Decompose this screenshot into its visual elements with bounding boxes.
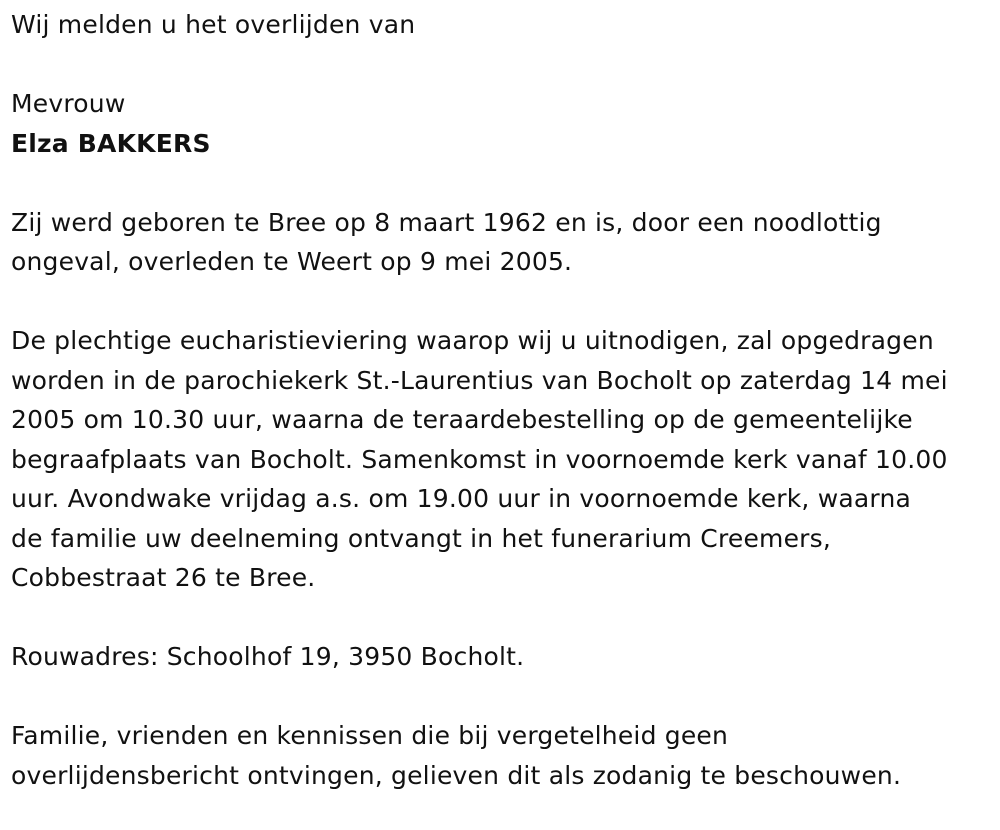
paragraph-line: overlijdensbericht ontvingen, gelieven dit als zodanig te beschouwen. (11, 760, 902, 790)
closing-paragraph (11, 716, 990, 795)
paragraph-line: Familie, vrienden en kennissen die bij vergetelheid geen (11, 721, 729, 750)
intro-text: Wij melden u het overlijden van (11, 10, 416, 39)
paragraph-line: 2005 om 10.30 uur, waarna de teraardebestelling op de gemeentelijke (11, 405, 913, 434)
salutation-title: Mevrouw (11, 89, 126, 118)
mourning-address: Rouwadres: Schoolhof 19, 3950 Bocholt. (11, 642, 525, 671)
paragraph-line: de familie uw deelneming ontvangt in het funerarium Creemers, (11, 523, 832, 553)
paragraph-line: Zij werd geboren te Bree op 8 maart 1962 en is, door een noodlottig (11, 207, 882, 237)
paragraph-line: uur. Avondwake vrijdag a.s. om 19.00 uur in voornoemde kerk, waarna (11, 484, 912, 513)
spacer (11, 45, 990, 85)
paragraph-line: Cobbestraat 26 te Bree. (11, 563, 316, 592)
spacer (11, 163, 990, 203)
ceremony-paragraph (11, 321, 990, 598)
paragraph-line: De plechtige eucharistieviering waarop wij u uitnodigen, zal opgedragen (11, 326, 934, 355)
spacer (11, 598, 990, 638)
paragraph-line: begraafplaats van Bocholt. Samenkomst in voornoemde kerk vanaf 10.00 (11, 444, 948, 474)
spacer (11, 677, 990, 717)
birth-paragraph (11, 203, 990, 282)
paragraph-line: worden in de parochiekerk St.-Laurentius van Bocholt op zaterdag 14 mei (11, 365, 948, 395)
deceased-name: Elza BAKKERS (11, 128, 211, 158)
paragraph-line: ongeval, overleden te Weert op 9 mei 2005. (11, 247, 573, 276)
spacer (11, 282, 990, 322)
